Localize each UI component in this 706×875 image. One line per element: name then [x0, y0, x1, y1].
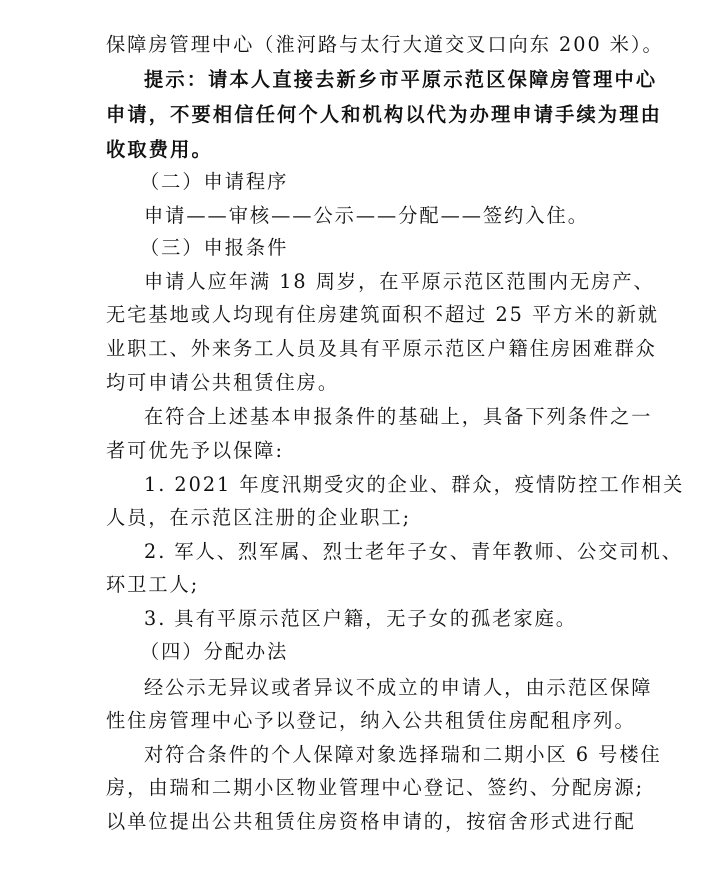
item-1-line: 人员，在示范区注册的企业职工;: [106, 506, 412, 529]
item-2-line: 2. 军人、烈军属、烈士老年子女、青年教师、公交司机、: [144, 540, 683, 563]
conditions-line: 申请人应年满 18 周岁，在平原示范区范围内无房产、: [144, 270, 655, 293]
conditions-line: 业职工、外来务工人员及具有平原示范区户籍住房困难群众: [106, 337, 657, 360]
item-3-line: 3. 具有平原示范区户籍，无子女的孤老家庭。: [144, 607, 577, 630]
section-heading-3: （三）申报条件: [140, 236, 289, 259]
allocation-line: 对符合条件的个人保障对象选择瑞和二期小区 6 号楼住: [144, 743, 662, 766]
item-1-line: 1. 2021 年度汛期受灾的企业、群众，疫情防控工作相关: [144, 473, 685, 496]
conditions-line: 均可申请公共租赁住房。: [106, 371, 340, 394]
priority-line: 者可优先予以保障:: [106, 439, 284, 462]
section-heading-2: （二）申请程序: [140, 170, 289, 193]
allocation-line: 以单位提出公共租赁住房资格申请的，按宿舍形式进行配: [106, 810, 636, 833]
section-heading-4: （四）分配办法: [140, 640, 289, 663]
notice-line: 提示：请本人直接去新乡市平原示范区保障房管理中心: [144, 68, 658, 91]
allocation-line: 房，由瑞和二期小区物业管理中心登记、签约、分配房源;: [106, 776, 645, 799]
item-2-line: 环卫工人;: [106, 573, 200, 596]
procedure-line: 申请——审核——公示——分配——签约入住。: [144, 204, 589, 227]
priority-line: 在符合上述基本申报条件的基础上，具备下列条件之一: [144, 405, 653, 428]
notice-line: 收取费用。: [106, 138, 213, 161]
conditions-line: 无宅基地或人均现有住房建筑面积不超过 25 平方米的新就: [106, 303, 660, 326]
allocation-line: 性住房管理中心予以登记，纳入公共租赁住房配租序列。: [106, 709, 636, 732]
allocation-line: 经公示无异议或者异议不成立的申请人，由示范区保障: [144, 676, 653, 699]
paragraph-line: 保障房管理中心（淮河路与太行大道交叉口向东 200 米）。: [106, 33, 664, 56]
notice-line: 申请，不要相信任何个人和机构以代为办理申请手续为理由: [106, 103, 663, 126]
